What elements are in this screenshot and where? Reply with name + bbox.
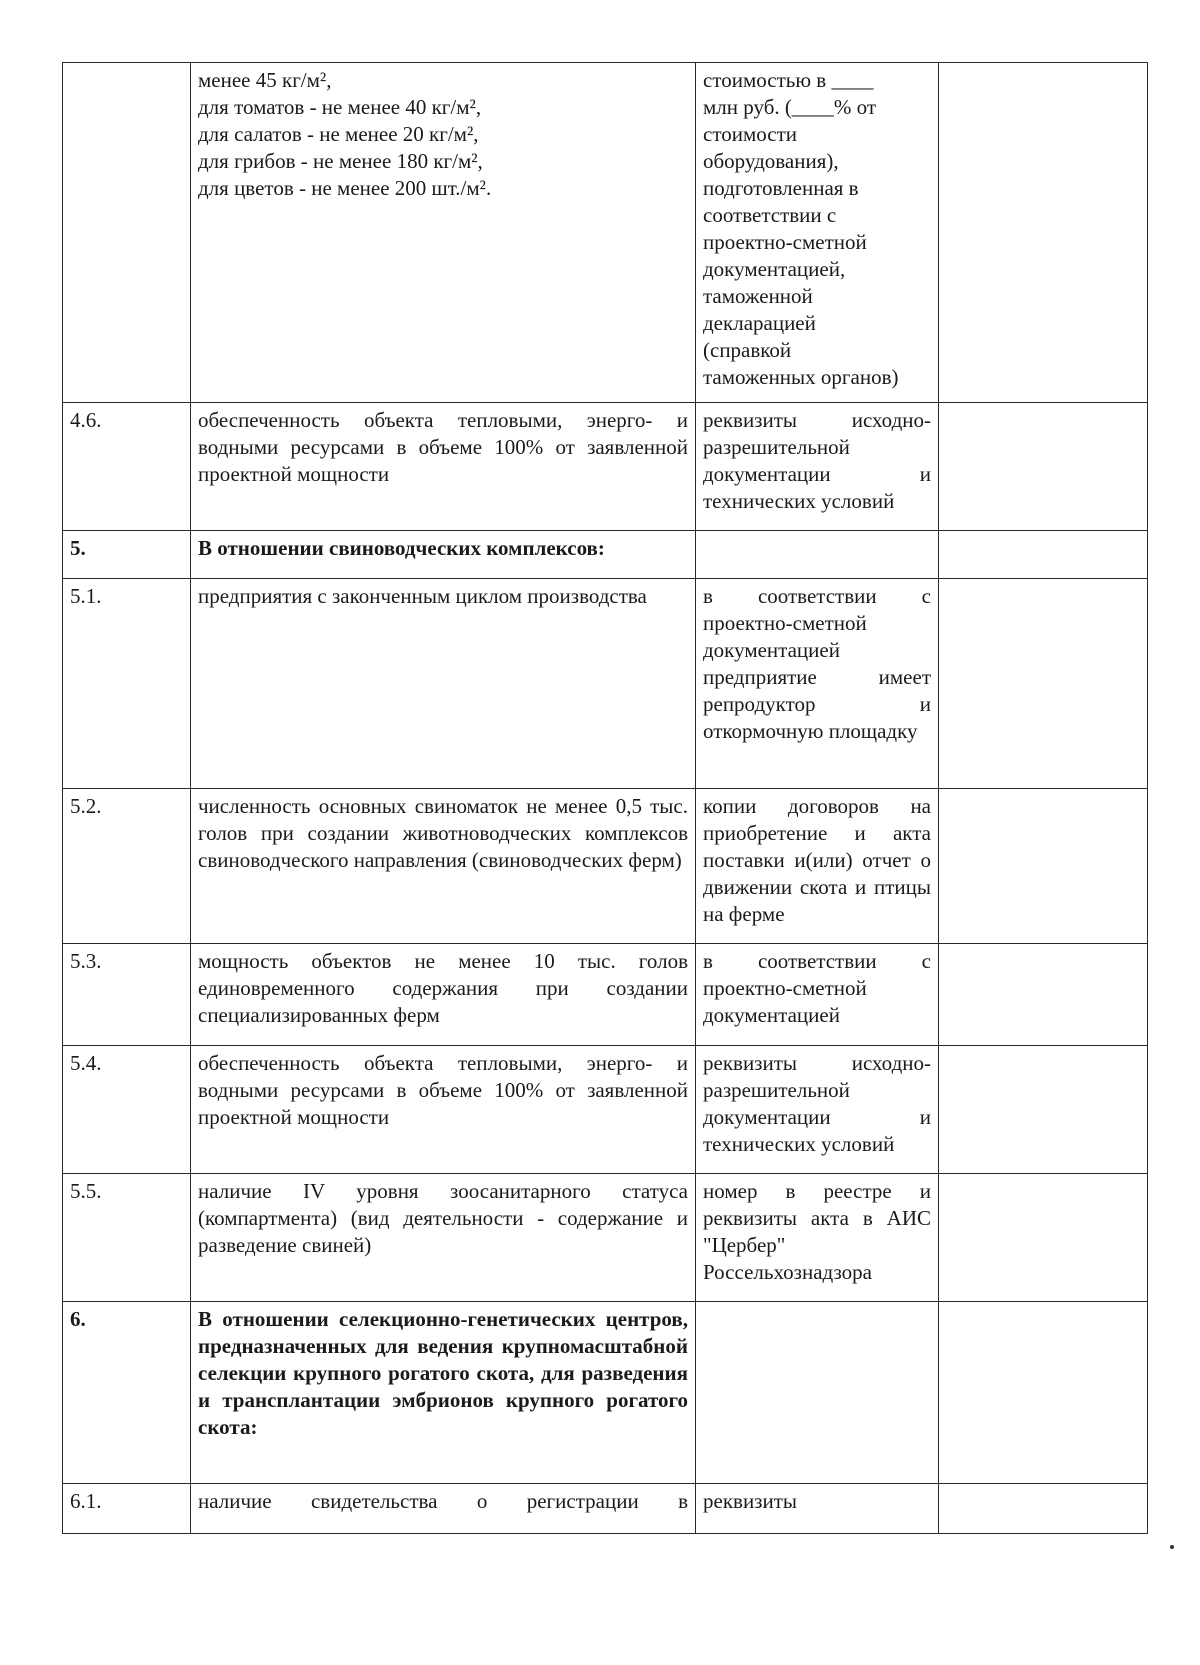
row-number: 5.5. [63, 1174, 191, 1302]
criterion-cell: обеспеченность объекта тепловыми, энерго- и водными ресурсами в объеме 100% от заявленной проектной мощности [191, 403, 696, 531]
note-cell [939, 63, 1148, 403]
row-number: 4.6. [63, 403, 191, 531]
table-row [63, 1484, 1148, 1534]
table-row [63, 789, 1148, 944]
note-cell [939, 579, 1148, 789]
note-cell [939, 1484, 1148, 1534]
note-cell [939, 789, 1148, 944]
document-cell: реквизиты исходно-разрешительной документации и технических условий [696, 1046, 939, 1174]
scan-speck [1170, 1545, 1174, 1549]
table-row [63, 403, 1148, 531]
criterion-cell: мощность объектов не менее 10 тыс. голов единовременного содержания при создании специализированных ферм [191, 944, 696, 1046]
row-number: 5.3. [63, 944, 191, 1046]
row-number: 6.1. [63, 1484, 191, 1534]
note-cell [939, 531, 1148, 579]
criterion-cell: наличие свидетельства о регистрации в [191, 1484, 696, 1534]
row-number [63, 63, 191, 403]
document-cell: стоимостью в ____ млн руб. (____% от стоимости оборудования), подготовленная в соответствии с проектно-сметной документацией, таможенной декларацией (справкой таможенных органов) [696, 63, 939, 403]
table-row [63, 579, 1148, 789]
document-cell: в соответствии с проектно-сметной документацией предприятие имеет репродуктор и откормочную площадку [696, 579, 939, 789]
note-cell [939, 1174, 1148, 1302]
document-cell [696, 1302, 939, 1484]
row-number: 5.1. [63, 579, 191, 789]
document-cell: номер в реестре и реквизиты акта в АИС "Цербер" Россельхознадзора [696, 1174, 939, 1302]
note-cell [939, 1302, 1148, 1484]
document-cell: в соответствии с проектно-сметной документацией [696, 944, 939, 1046]
document-cell: копии договоров на приобретение и акта поставки и(или) отчет о движении скота и птицы на ферме [696, 789, 939, 944]
section-number: 5. [63, 531, 191, 579]
criteria-table [62, 62, 1148, 1534]
table-row [63, 1174, 1148, 1302]
document-cell: реквизиты [696, 1484, 939, 1534]
section-heading: В отношении селекционно-генетических центров, предназначенных для ведения крупномасштабной селекции крупного рогатого скота, для разведения и трансплантации эмбрионов крупного рогатого скота: [191, 1302, 696, 1484]
table-row [63, 1046, 1148, 1174]
table-row [63, 1302, 1148, 1484]
table-row [63, 531, 1148, 579]
note-cell [939, 403, 1148, 531]
row-number: 5.2. [63, 789, 191, 944]
row-number: 5.4. [63, 1046, 191, 1174]
note-cell [939, 944, 1148, 1046]
section-heading: В отношении свиноводческих комплексов: [191, 531, 696, 579]
criterion-cell: наличие IV уровня зоосанитарного статуса (компартмента) (вид деятельности - содержание и разведение свиней) [191, 1174, 696, 1302]
criterion-cell: менее 45 кг/м², для томатов - не менее 40 кг/м², для салатов - не менее 20 кг/м², для грибов - не менее 180 кг/м², для цветов - не менее 200 шт./м². [191, 63, 696, 403]
table-row [63, 63, 1148, 403]
note-cell [939, 1046, 1148, 1174]
criterion-cell: обеспеченность объекта тепловыми, энерго- и водными ресурсами в объеме 100% от заявленной проектной мощности [191, 1046, 696, 1174]
section-number: 6. [63, 1302, 191, 1484]
table-row [63, 944, 1148, 1046]
document-cell [696, 531, 939, 579]
document-cell: реквизиты исходно-разрешительной документации и технических условий [696, 403, 939, 531]
criterion-cell: предприятия с законченным циклом производства [191, 579, 696, 789]
criterion-cell: численность основных свиноматок не менее 0,5 тыс. голов при создании животноводческих комплексов свиноводческого направления (свиноводческих ферм) [191, 789, 696, 944]
